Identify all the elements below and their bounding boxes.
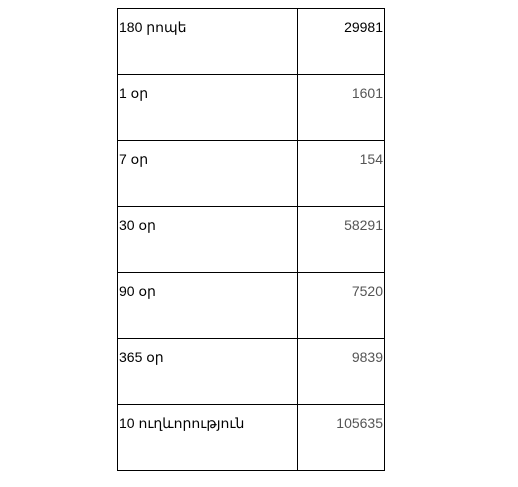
row-label: 90 օր	[118, 273, 298, 339]
row-label: 180 րոպե	[118, 9, 298, 75]
table-row	[118, 75, 385, 141]
row-value: 58291	[298, 207, 385, 273]
row-value: 105635	[298, 405, 385, 471]
row-value: 7520	[298, 273, 385, 339]
row-value: 29981	[298, 9, 385, 75]
row-label: 10 ուղևորություն	[118, 405, 298, 471]
table-row	[118, 141, 385, 207]
stats-table	[117, 8, 385, 471]
row-label: 365 օր	[118, 339, 298, 405]
row-label: 1 օր	[118, 75, 298, 141]
row-value: 1601	[298, 75, 385, 141]
row-value: 9839	[298, 339, 385, 405]
row-value: 154	[298, 141, 385, 207]
table-row	[118, 339, 385, 405]
row-label: 30 օր	[118, 207, 298, 273]
table-row	[118, 273, 385, 339]
table-row	[118, 405, 385, 471]
table-row	[118, 207, 385, 273]
row-label: 7 օր	[118, 141, 298, 207]
table-row	[118, 9, 385, 75]
